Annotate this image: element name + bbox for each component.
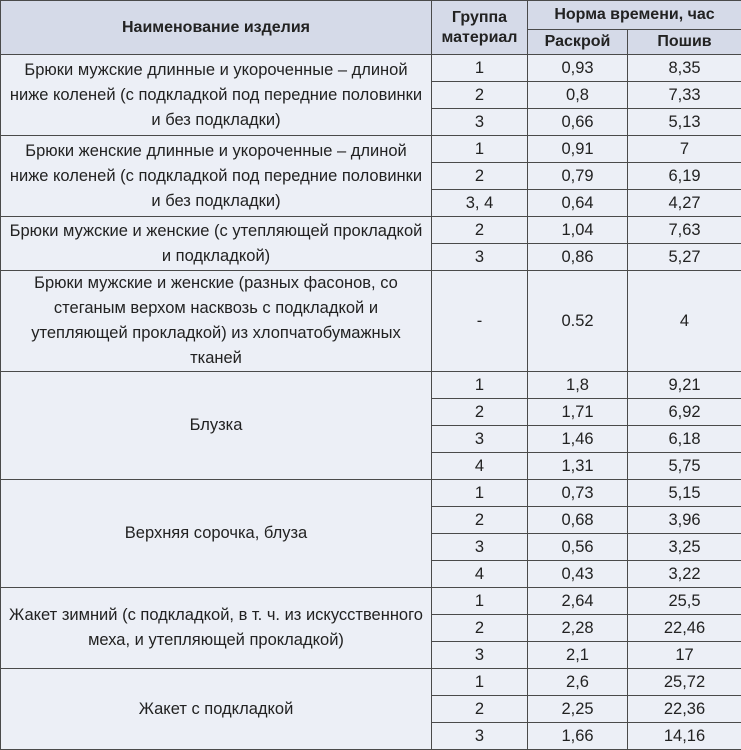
material-group-cell: 1 bbox=[432, 669, 528, 696]
product-name-cell: Верхняя сорочка, блуза bbox=[1, 480, 432, 588]
cutting-time-cell: 0,79 bbox=[528, 163, 628, 190]
sewing-time-cell: 22,36 bbox=[628, 696, 741, 723]
table-row bbox=[1, 372, 741, 399]
cutting-time-cell: 1,46 bbox=[528, 426, 628, 453]
table-row bbox=[1, 480, 741, 507]
table-row bbox=[1, 669, 741, 696]
header-sew: Пошив bbox=[628, 30, 741, 55]
header-cut: Раскрой bbox=[528, 30, 628, 55]
sewing-time-cell: 14,16 bbox=[628, 723, 741, 750]
product-name-cell: Жакет с подкладкой bbox=[1, 669, 432, 750]
sewing-time-cell: 7,33 bbox=[628, 82, 741, 109]
table-row bbox=[1, 588, 741, 615]
cutting-time-cell: 0,68 bbox=[528, 507, 628, 534]
table-row bbox=[1, 271, 741, 372]
cutting-time-cell: 0,91 bbox=[528, 136, 628, 163]
header-norm: Норма времени, час bbox=[528, 1, 741, 30]
table-header bbox=[1, 1, 741, 55]
sewing-time-cell: 5,15 bbox=[628, 480, 741, 507]
sewing-time-cell: 22,46 bbox=[628, 615, 741, 642]
cutting-time-cell: 2,64 bbox=[528, 588, 628, 615]
cutting-time-cell: 0,8 bbox=[528, 82, 628, 109]
cutting-time-cell: 0,73 bbox=[528, 480, 628, 507]
material-group-cell: 2 bbox=[432, 399, 528, 426]
cutting-time-cell: 0.52 bbox=[528, 271, 628, 372]
sewing-time-cell: 7,63 bbox=[628, 217, 741, 244]
material-group-cell: 2 bbox=[432, 615, 528, 642]
product-name-cell: Брюки мужские длинные и укороченные – длиной ниже коленей (с подкладкой под передние половинки и без подкладки) bbox=[1, 55, 432, 136]
cutting-time-cell: 0,66 bbox=[528, 109, 628, 136]
sewing-time-cell: 25,5 bbox=[628, 588, 741, 615]
product-name-cell: Брюки мужские и женские (разных фасонов, со стеганым верхом насквозь с подкладкой и утепляющей прокладкой) из хлопчатобумажных тканей bbox=[1, 271, 432, 372]
material-group-cell: 2 bbox=[432, 696, 528, 723]
sewing-time-cell: 8,35 bbox=[628, 55, 741, 82]
material-group-cell: 3 bbox=[432, 109, 528, 136]
table-row bbox=[1, 55, 741, 82]
product-name-cell: Жакет зимний (с подкладкой, в т. ч. из искусственного меха, и утепляющей прокладкой) bbox=[1, 588, 432, 669]
sewing-time-cell: 5,27 bbox=[628, 244, 741, 271]
table-body bbox=[1, 55, 741, 750]
cutting-time-cell: 1,66 bbox=[528, 723, 628, 750]
material-group-cell: 1 bbox=[432, 588, 528, 615]
material-group-cell: 3 bbox=[432, 642, 528, 669]
cutting-time-cell: 2,6 bbox=[528, 669, 628, 696]
table-row bbox=[1, 217, 741, 244]
sewing-time-cell: 4 bbox=[628, 271, 741, 372]
cutting-time-cell: 2,28 bbox=[528, 615, 628, 642]
cutting-time-cell: 2,25 bbox=[528, 696, 628, 723]
sewing-time-cell: 6,18 bbox=[628, 426, 741, 453]
product-name-cell: Брюки мужские и женские (с утепляющей прокладкой и подкладкой) bbox=[1, 217, 432, 271]
sewing-time-cell: 3,25 bbox=[628, 534, 741, 561]
header-name: Наименование изделия bbox=[1, 1, 432, 55]
table-row bbox=[1, 136, 741, 163]
material-group-cell: - bbox=[432, 271, 528, 372]
cutting-time-cell: 1,71 bbox=[528, 399, 628, 426]
cutting-time-cell: 1,31 bbox=[528, 453, 628, 480]
sewing-time-cell: 3,22 bbox=[628, 561, 741, 588]
material-group-cell: 3 bbox=[432, 426, 528, 453]
material-group-cell: 2 bbox=[432, 82, 528, 109]
material-group-cell: 3 bbox=[432, 534, 528, 561]
material-group-cell: 4 bbox=[432, 453, 528, 480]
product-name-cell: Блузка bbox=[1, 372, 432, 480]
sewing-time-cell: 7 bbox=[628, 136, 741, 163]
sewing-time-cell: 6,92 bbox=[628, 399, 741, 426]
material-group-cell: 1 bbox=[432, 55, 528, 82]
material-group-cell: 2 bbox=[432, 163, 528, 190]
cutting-time-cell: 0,86 bbox=[528, 244, 628, 271]
sewing-time-cell: 17 bbox=[628, 642, 741, 669]
material-group-cell: 3 bbox=[432, 244, 528, 271]
sewing-time-cell: 6,19 bbox=[628, 163, 741, 190]
material-group-cell: 2 bbox=[432, 507, 528, 534]
sewing-time-cell: 5,13 bbox=[628, 109, 741, 136]
cutting-time-cell: 0,43 bbox=[528, 561, 628, 588]
sewing-time-cell: 3,96 bbox=[628, 507, 741, 534]
product-name-cell: Брюки женские длинные и укороченные – длиной ниже коленей (с подкладкой под передние половинки и без подкладки) bbox=[1, 136, 432, 217]
material-group-cell: 1 bbox=[432, 136, 528, 163]
material-group-cell: 3, 4 bbox=[432, 190, 528, 217]
cutting-time-cell: 0,93 bbox=[528, 55, 628, 82]
material-group-cell: 2 bbox=[432, 217, 528, 244]
cutting-time-cell: 2,1 bbox=[528, 642, 628, 669]
cutting-time-cell: 1,8 bbox=[528, 372, 628, 399]
material-group-cell: 1 bbox=[432, 480, 528, 507]
cutting-time-cell: 0,64 bbox=[528, 190, 628, 217]
sewing-time-cell: 25,72 bbox=[628, 669, 741, 696]
sewing-time-cell: 5,75 bbox=[628, 453, 741, 480]
cutting-time-cell: 1,04 bbox=[528, 217, 628, 244]
cutting-time-cell: 0,56 bbox=[528, 534, 628, 561]
material-group-cell: 4 bbox=[432, 561, 528, 588]
sewing-time-cell: 9,21 bbox=[628, 372, 741, 399]
header-group: Группа материал bbox=[432, 1, 528, 55]
material-group-cell: 1 bbox=[432, 372, 528, 399]
sewing-time-cell: 4,27 bbox=[628, 190, 741, 217]
material-group-cell: 3 bbox=[432, 723, 528, 750]
